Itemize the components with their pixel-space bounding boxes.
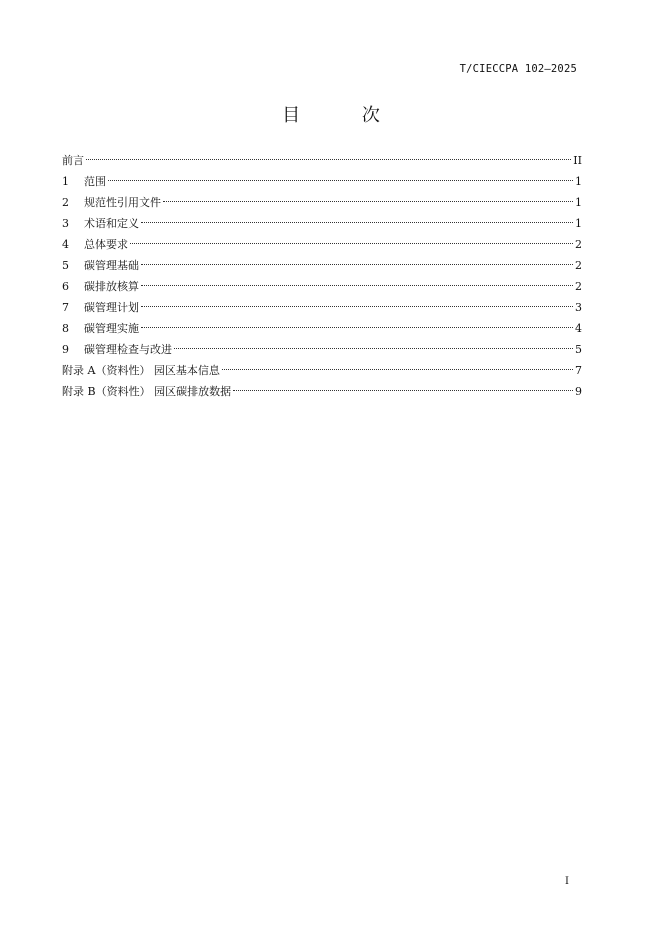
- toc-entry-carbon-management-implementation[interactable]: [62, 318, 582, 339]
- page-number: I: [565, 876, 569, 887]
- toc-entry-label: 总体要求: [84, 238, 128, 251]
- dot-leader: [86, 159, 571, 160]
- dot-leader: [108, 180, 573, 181]
- toc-entry-label: 附录 A（资料性） 园区基本信息: [62, 364, 220, 377]
- dot-leader: [141, 327, 573, 328]
- toc-entry-carbon-management-basis[interactable]: [62, 255, 582, 276]
- toc-entry-label: 范围: [84, 175, 106, 188]
- toc-entry-number: 4: [62, 238, 69, 251]
- toc-entry-foreword[interactable]: [62, 150, 582, 171]
- toc-entry-page: 4: [575, 322, 582, 335]
- toc-entry-annex-b[interactable]: [62, 381, 582, 402]
- dot-leader: [222, 369, 573, 370]
- dot-leader: [130, 243, 573, 244]
- toc-entry-number: 3: [62, 217, 69, 230]
- standard-code: T/CIECCPA 102—2025: [459, 63, 577, 75]
- toc-entry-number: 5: [62, 259, 69, 272]
- toc-entry-normative-references[interactable]: [62, 192, 582, 213]
- toc-entry-annex-a[interactable]: [62, 360, 582, 381]
- toc-entry-page: 3: [575, 301, 582, 314]
- toc-entry-number: 8: [62, 322, 69, 335]
- toc-entry-page: 2: [575, 280, 582, 293]
- toc-entry-scope[interactable]: [62, 171, 582, 192]
- toc-entry-page: 2: [575, 238, 582, 251]
- table-of-contents: [62, 150, 582, 402]
- dot-leader: [163, 201, 573, 202]
- toc-entry-label: 碳排放核算: [84, 280, 139, 293]
- toc-entry-page: II: [573, 154, 582, 167]
- toc-entry-number: 1: [62, 175, 69, 188]
- toc-entry-page: 7: [575, 364, 582, 377]
- toc-entry-number: 7: [62, 301, 69, 314]
- dot-leader: [141, 306, 573, 307]
- toc-entry-page: 9: [575, 385, 582, 398]
- toc-entry-number: 6: [62, 280, 69, 293]
- dot-leader: [141, 222, 573, 223]
- dot-leader: [233, 390, 573, 391]
- toc-entry-carbon-management-plan[interactable]: [62, 297, 582, 318]
- toc-entry-label: 碳管理检查与改进: [84, 343, 172, 356]
- dot-leader: [141, 285, 573, 286]
- toc-entry-number: 9: [62, 343, 69, 356]
- toc-entry-page: 2: [575, 259, 582, 272]
- toc-entry-carbon-management-check-improvement[interactable]: [62, 339, 582, 360]
- toc-entry-page: 1: [575, 175, 582, 188]
- toc-entry-label: 碳管理基础: [84, 259, 139, 272]
- toc-entry-label: 术语和定义: [84, 217, 139, 230]
- toc-title: 目 次: [282, 105, 408, 126]
- dot-leader: [174, 348, 573, 349]
- toc-entry-label: 碳管理实施: [84, 322, 139, 335]
- toc-entry-label: 规范性引用文件: [84, 196, 161, 209]
- toc-entry-terms-definitions[interactable]: [62, 213, 582, 234]
- toc-entry-label: 碳管理计划: [84, 301, 139, 314]
- toc-entry-label: 前言: [62, 154, 84, 167]
- dot-leader: [141, 264, 573, 265]
- toc-entry-page: 1: [575, 217, 582, 230]
- toc-entry-general-requirements[interactable]: [62, 234, 582, 255]
- toc-entry-label: 附录 B（资料性） 园区碳排放数据: [62, 385, 232, 398]
- toc-entry-carbon-emission-accounting[interactable]: [62, 276, 582, 297]
- toc-entry-page: 1: [575, 196, 582, 209]
- toc-entry-number: 2: [62, 196, 69, 209]
- toc-entry-page: 5: [575, 343, 582, 356]
